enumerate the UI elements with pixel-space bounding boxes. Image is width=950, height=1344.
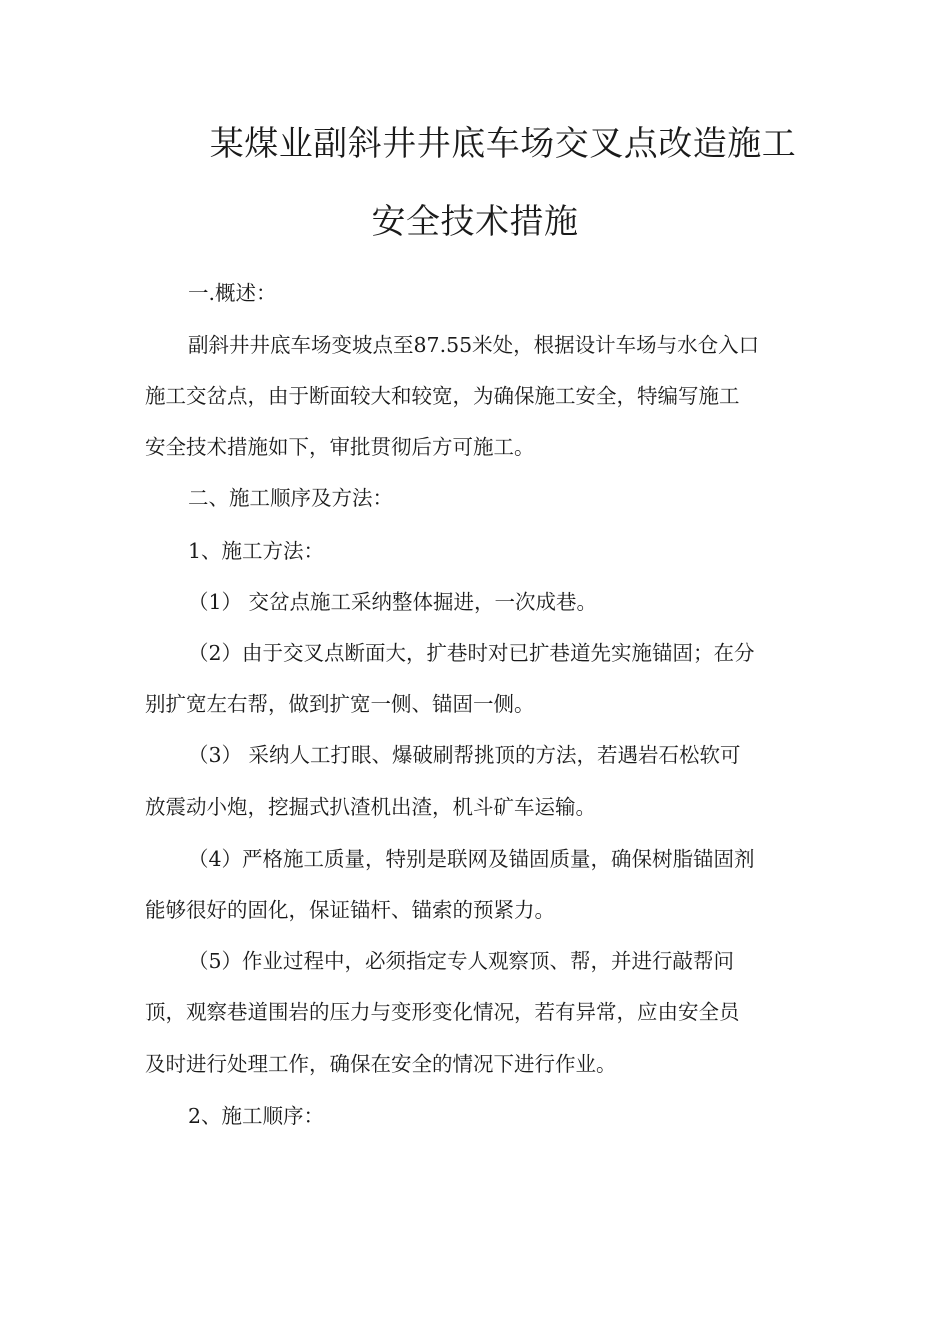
paragraph-line: 副斜井井底车场变坡点至87.55米处，根据设计车场与水仓入口 (188, 333, 760, 357)
paragraph-line: 能够很好的固化，保证锚杆、锚索的预紧力。 (145, 898, 555, 922)
section-heading-sequence-method: 二、施工顺序及方法： (188, 486, 393, 510)
paragraph-line: 安全技术措施如下，审批贯彻后方可施工。 (145, 435, 535, 459)
document-title-line-1: 某煤业副斜井井底车场交叉点改造施工 (209, 124, 797, 164)
paragraph-line: 别扩宽左右帮，做到扩宽一侧、锚固一侧。 (145, 692, 535, 716)
paragraph-line: （2）由于交叉点断面大，扩巷时对已扩巷道先实施锚固；在分 (188, 641, 755, 665)
subsection-heading-sequence: 2、施工顺序： (188, 1104, 325, 1128)
paragraph-line: （1） 交岔点施工采纳整体掘进，一次成巷。 (188, 590, 598, 614)
subsection-heading-method: 1、施工方法： (188, 539, 325, 563)
paragraph-line: 施工交岔点，由于断面较大和较宽，为确保施工安全，特编写施工 (145, 384, 740, 408)
paragraph-line: （4）严格施工质量，特别是联网及锚固质量，确保树脂锚固剂 (188, 847, 755, 871)
document-title-line-2: 安全技术措施 (371, 202, 579, 242)
paragraph-line: （3） 采纳人工打眼、爆破刷帮挑顶的方法，若遇岩石松软可 (188, 743, 741, 767)
paragraph-line: 放震动小炮，挖掘式扒渣机出渣，机斗矿车运输。 (145, 795, 596, 819)
section-heading-overview: 一.概述： (188, 281, 277, 305)
paragraph-line: （5）作业过程中，必须指定专人观察顶、帮，并进行敲帮问 (188, 949, 735, 973)
paragraph-line: 顶，观察巷道围岩的压力与变形变化情况，若有异常，应由安全员 (145, 1000, 740, 1024)
paragraph-line: 及时进行处理工作，确保在安全的情况下进行作业。 (145, 1052, 617, 1076)
